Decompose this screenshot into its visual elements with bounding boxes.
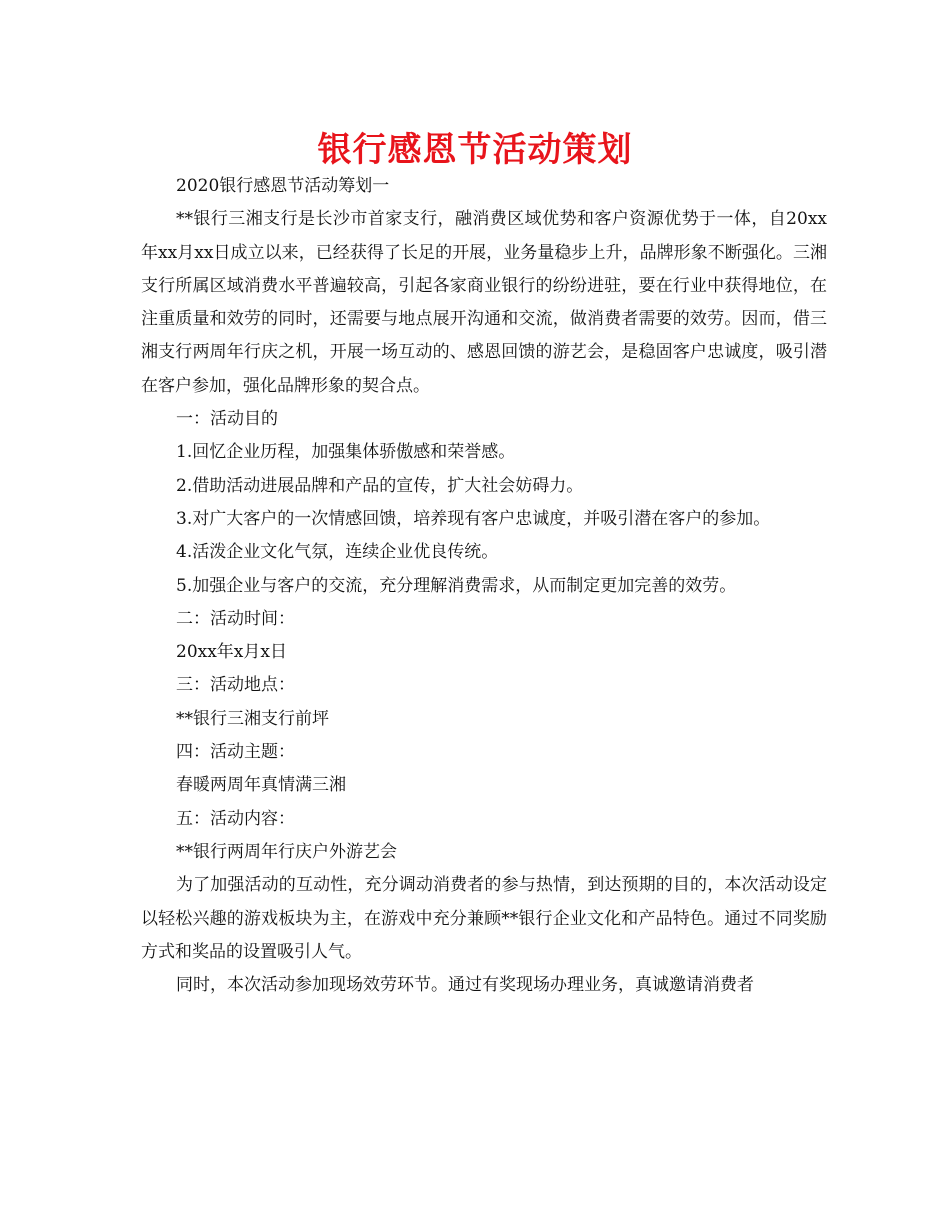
section-heading-time: 二：活动时间：	[176, 608, 295, 629]
content-paragraph: 同时，本次活动参加现场效劳环节。通过有奖现场办理业务，真诚邀请消费者	[176, 975, 754, 996]
goal-item: 2.借助活动进展品牌和产品的宣传，扩大社会妨碍力。	[176, 475, 584, 496]
intro-paragraph: **银行三湘支行是长沙市首家支行，融消费区域优势和客户资源优势于一体，自20xx年xx月xx日成立以来，已经获得了长足的开展，业务量稳步上升，品牌形象不断强化。三湘支行所属区域消费水平普遍较高，引起各家商业银行的纷纷进驻，要在行业中获得地位，在注重质量和效劳的同时，还需要与地点展开沟通和交流，做消费者需要的效劳。因而，借三湘支行两周年行庆之机，开展一场互动的、感恩回馈的游艺会，是稳固客户忠诚度，吸引潜在客户参加，强化品牌形象的契合点。	[141, 209, 827, 396]
section-heading-location: 三：活动地点：	[176, 675, 295, 696]
section-heading-purpose: 一：活动目的	[176, 409, 278, 430]
goal-item: 5.加强企业与客户的交流，充分理解消费需求，从而制定更加完善的效劳。	[176, 575, 737, 596]
document-subtitle: 2020银行感恩节活动筹划一	[176, 176, 390, 196]
section-heading-content: 五：活动内容：	[176, 808, 295, 829]
goal-item: 3.对广大客户的一次情感回馈，培养现有客户忠诚度，并吸引潜在客户的参加。	[176, 508, 771, 529]
activity-location: **银行三湘支行前坪	[176, 708, 329, 729]
document-title: 银行感恩节活动策划	[317, 130, 633, 170]
goal-item: 4.活泼企业文化气氛，连续企业优良传统。	[176, 542, 499, 563]
activity-theme: 春暖两周年真情满三湘	[176, 775, 346, 796]
content-paragraph: 为了加强活动的互动性，充分调动消费者的参与热情，到达预期的目的，本次活动设定以轻松兴趣的游戏板块为主，在游戏中充分兼顾**银行企业文化和产品特色。通过不同奖励方式和奖品的设置吸引人气。	[141, 875, 827, 962]
activity-time: 20xx年x月x日	[176, 642, 287, 663]
section-heading-theme: 四：活动主题：	[176, 742, 295, 763]
goal-item: 1.回忆企业历程，加强集体骄傲感和荣誉感。	[176, 442, 516, 463]
document-body	[141, 170, 827, 1002]
activity-content-title: **银行两周年行庆户外游艺会	[176, 841, 397, 862]
